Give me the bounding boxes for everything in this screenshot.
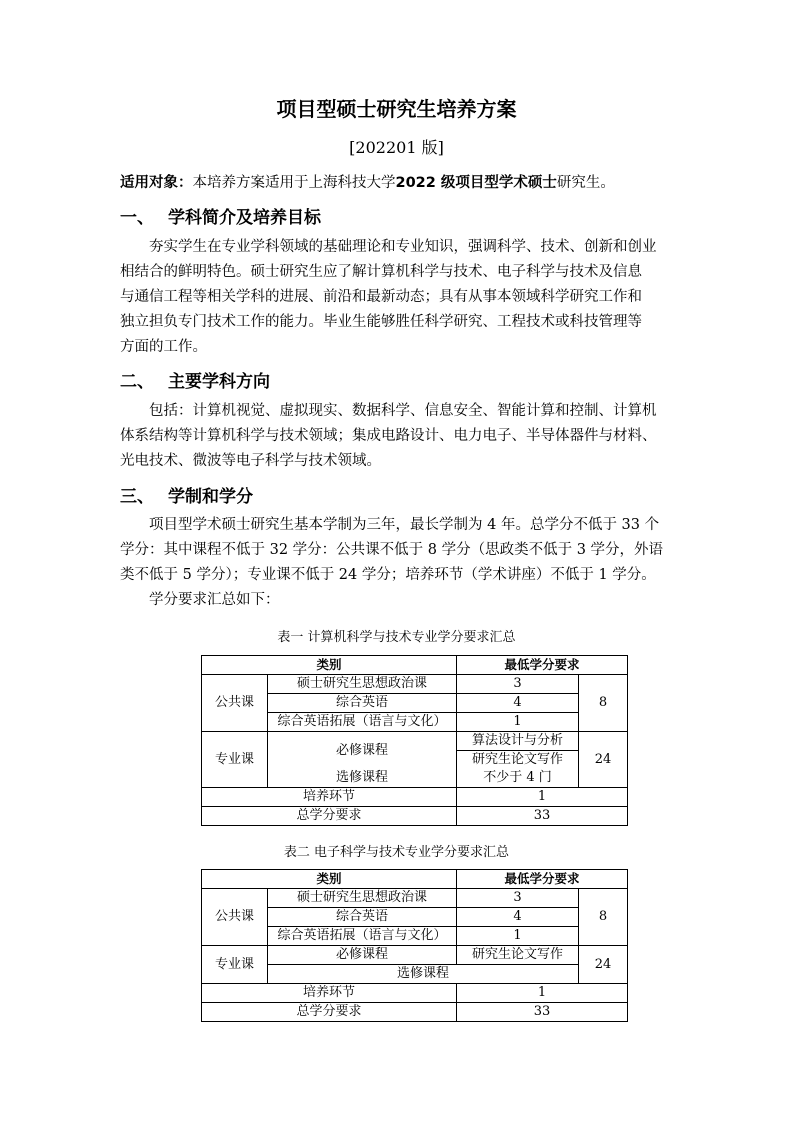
table-header-row [202, 870, 628, 889]
scope-text-b: 研究生。 [556, 175, 615, 191]
table-row [202, 732, 628, 751]
public-course-total: 8 [579, 889, 628, 946]
public-course-label: 公共课 [202, 889, 268, 946]
course-credit: 3 [457, 675, 579, 694]
table-row [202, 788, 628, 807]
paragraph-line: 与通信工程等相关学科的进展、前沿和最新动态；具有从事本领域科学研究工作和 [120, 289, 642, 305]
table-header-credit: 最低学分要求 [457, 656, 628, 675]
course-name: 硕士研究生思想政治课 [268, 889, 457, 908]
table-header-row [202, 656, 628, 675]
required-course: 算法设计与分析 [457, 732, 579, 751]
total-label: 总学分要求 [202, 807, 457, 826]
section-title: 主要学科方向 [168, 372, 270, 392]
major-course-total: 24 [579, 946, 628, 984]
paragraph-line: 包括：计算机视觉、虚拟现实、数据科学、信息安全、智能计算和控制、计算机 [120, 403, 657, 419]
practice-label: 培养环节 [202, 788, 457, 807]
paragraph-line: 类不低于 5 学分）；专业课不低于 24 学分；培养环节（学术讲座）不低于 1 学分。 [120, 567, 656, 583]
scope-label: 适用对象： [120, 175, 193, 191]
major-course-total: 24 [579, 732, 628, 788]
practice-label: 培养环节 [202, 984, 457, 1003]
public-course-label: 公共课 [202, 675, 268, 732]
paragraph-line: 方面的工作。 [120, 339, 207, 355]
course-credit: 1 [457, 927, 579, 946]
paragraph-line: 相结合的鲜明特色。硕士研究生应了解计算机科学与技术、电子科学与技术及信息 [120, 264, 642, 280]
table-header-credit: 最低学分要求 [457, 870, 628, 889]
section-title: 学制和学分 [168, 487, 253, 507]
page-title: 项目型硕士研究生培养方案 [276, 97, 517, 121]
paragraph-line: 独立担负专门技术工作的能力。毕业生能够胜任科学研究、工程技术或科技管理等 [120, 314, 642, 330]
major-course-label: 专业课 [202, 946, 268, 984]
table-header-category: 类别 [202, 870, 457, 889]
paragraph-line: 学分要求汇总如下： [120, 592, 280, 608]
table-row [202, 1003, 628, 1022]
total-credit: 33 [457, 807, 628, 826]
course-name: 综合英语 [268, 908, 457, 927]
public-course-total: 8 [579, 675, 628, 732]
scope-text-a: 本培养方案适用于上海科技大学 [192, 175, 396, 191]
course-name: 硕士研究生思想政治课 [268, 675, 457, 694]
table-header-category: 类别 [202, 656, 457, 675]
table-row [202, 889, 628, 908]
section-number: 三、 [120, 487, 154, 507]
paragraph-line: 项目型学术硕士研究生基本学制为三年，最长学制为 4 年。总学分不低于 33 个 [120, 517, 660, 533]
course-name: 综合英语拓展（语言与文化） [268, 927, 457, 946]
total-credit: 33 [457, 1003, 628, 1022]
required-course-label: 必修课程 [268, 732, 457, 770]
paragraph-line: 夯实学生在专业学科领域的基础理论和专业知识，强调科学、技术、创新和创业 [120, 239, 657, 255]
section-paragraph-1 [120, 235, 712, 360]
table-row [202, 946, 628, 965]
section-heading-2 [120, 367, 270, 392]
section-heading-3 [120, 482, 253, 507]
required-course: 研究生论文写作 [457, 946, 579, 965]
paragraph-line: 体系结构等计算机科学与技术领域；集成电路设计、电力电子、半导体器件与材料、 [120, 428, 657, 444]
table1-caption: 表一 计算机科学与技术专业学分要求汇总 [277, 630, 516, 645]
table-row [202, 807, 628, 826]
course-credit: 1 [457, 713, 579, 732]
scope-bold: 2022 级项目型学术硕士 [395, 175, 557, 191]
section-paragraph-3 [120, 513, 712, 613]
section-title: 学科简介及培养目标 [168, 208, 321, 228]
elective-course-label: 选修课程 [268, 965, 579, 984]
total-label: 总学分要求 [202, 1003, 457, 1022]
required-course-label: 必修课程 [268, 946, 457, 965]
course-credit: 4 [457, 694, 579, 713]
paragraph-line: 学分：其中课程不低于 32 学分：公共课不低于 8 学分（思政类不低于 3 学分，外语 [120, 542, 664, 558]
major-course-label: 专业课 [202, 732, 268, 788]
credit-table-cs [201, 655, 628, 826]
credit-table-ee [201, 869, 628, 1022]
table-row [202, 675, 628, 694]
table-row [202, 984, 628, 1003]
course-name: 综合英语拓展（语言与文化） [268, 713, 457, 732]
practice-credit: 1 [457, 984, 628, 1003]
course-name: 综合英语 [268, 694, 457, 713]
section-number: 二、 [120, 372, 154, 392]
section-paragraph-2 [120, 399, 712, 474]
paragraph-line: 光电技术、微波等电子科学与技术领域。 [120, 453, 381, 469]
section-number: 一、 [120, 208, 154, 228]
table2-caption: 表二 电子科学与技术专业学分要求汇总 [283, 845, 510, 860]
practice-credit: 1 [457, 788, 628, 807]
elective-course-note: 不少于 4 门 [457, 769, 579, 788]
scope-statement [120, 171, 680, 192]
course-credit: 3 [457, 889, 579, 908]
version-label: [202201 版] [349, 138, 444, 157]
required-course: 研究生论文写作 [457, 751, 579, 770]
course-credit: 4 [457, 908, 579, 927]
elective-course-label: 选修课程 [268, 769, 457, 788]
section-heading-1 [120, 203, 321, 228]
